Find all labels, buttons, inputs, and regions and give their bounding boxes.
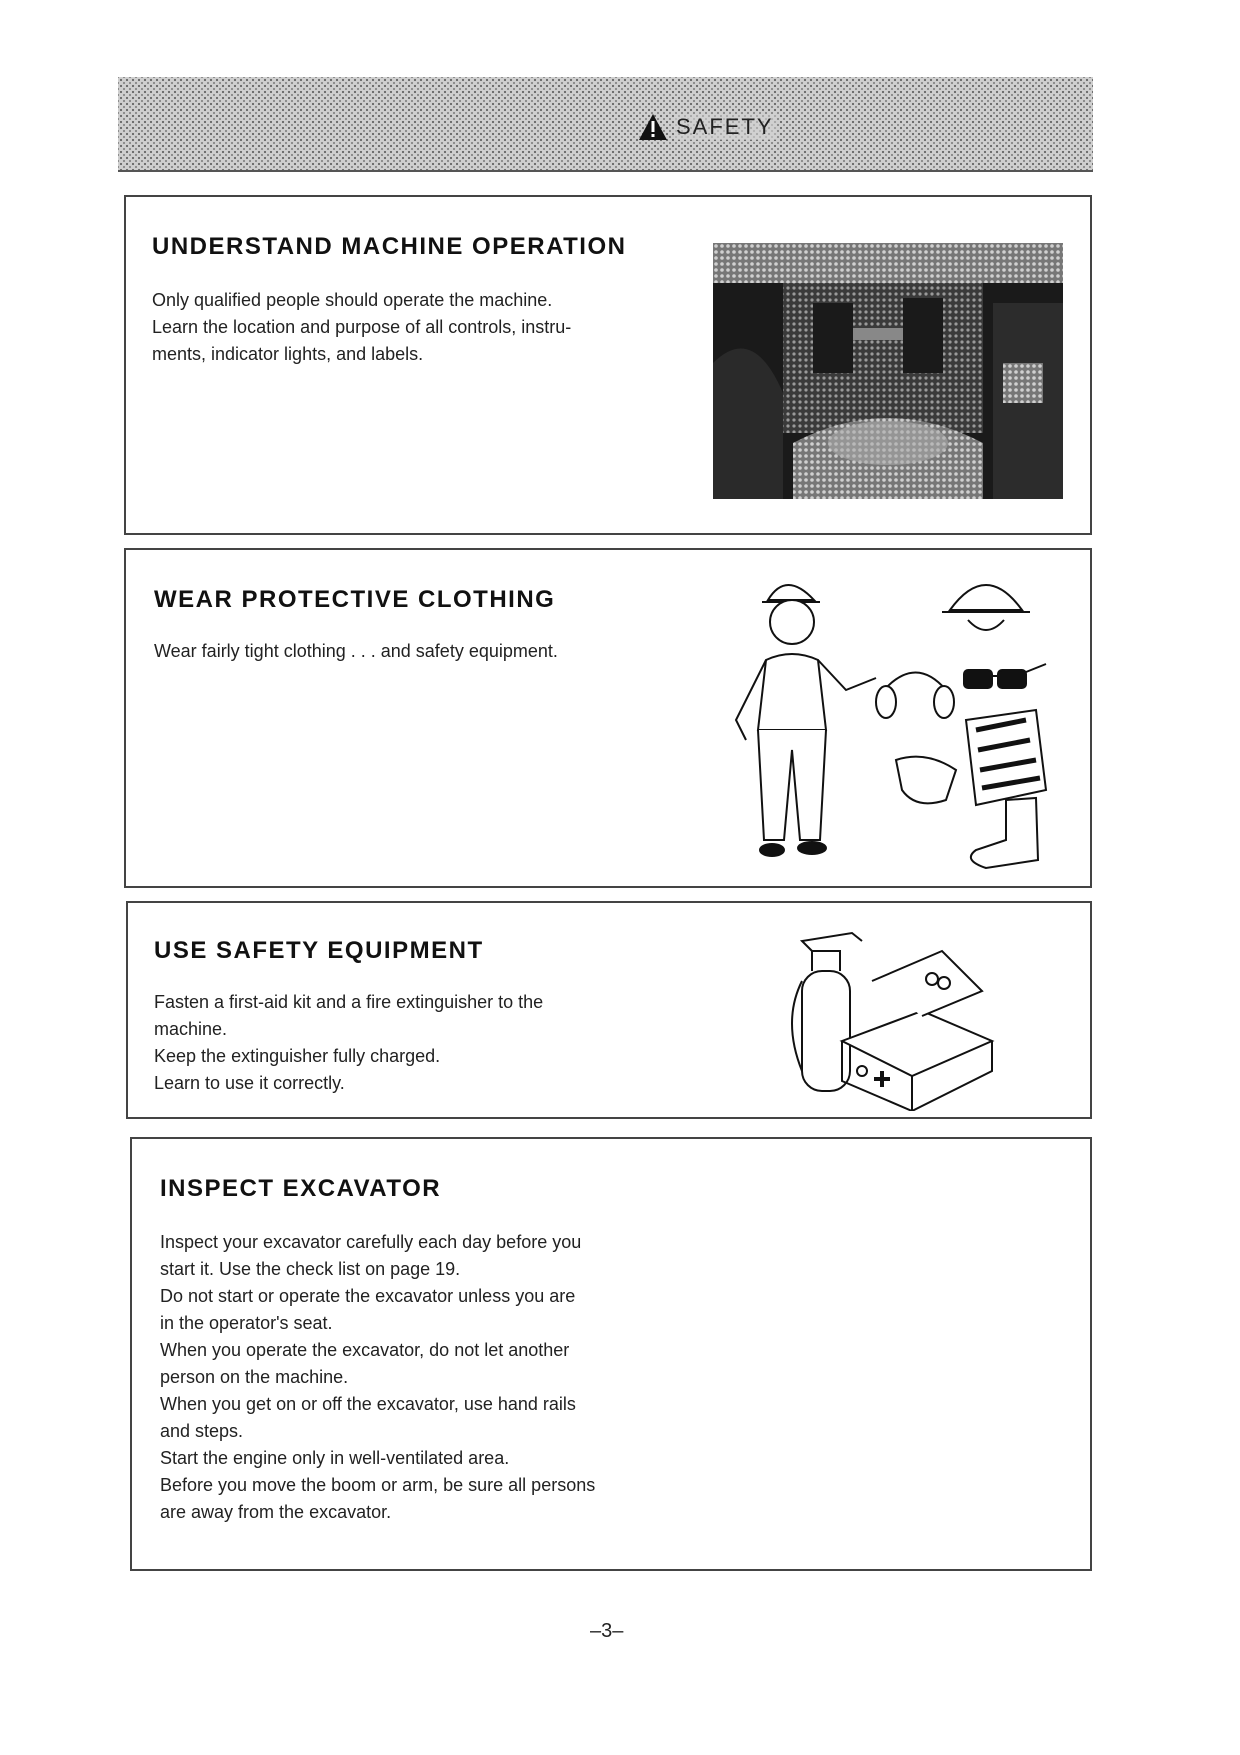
body-line: Inspect your excavator carefully each day before you [160, 1232, 582, 1252]
body-line: When you operate the excavator, do not let another [160, 1340, 570, 1360]
section-understand-machine-operation [124, 195, 1092, 535]
body-line: Start the engine only in well-ventilated area. [160, 1448, 510, 1468]
body-line: Learn the location and purpose of all controls, instru- [152, 317, 572, 337]
body-line: Before you move the boom or arm, be sure all persons [160, 1475, 596, 1495]
section-body [154, 638, 714, 665]
operator-cab-photo [713, 243, 1063, 499]
body-line: Do not start or operate the excavator unless you are [160, 1286, 576, 1306]
body-line: Wear fairly tight clothing . . . and safety equipment. [154, 641, 558, 661]
banner-title [638, 113, 776, 141]
warning-triangle-icon [638, 113, 668, 141]
banner-title-text: SAFETY [676, 114, 774, 139]
body-line: machine. [154, 1019, 228, 1039]
body-line: in the operator's seat. [160, 1313, 333, 1333]
section-title: USE SAFETY EQUIPMENT [154, 937, 484, 964]
body-line: are away from the excavator. [160, 1502, 392, 1522]
body-line: Learn to use it correctly. [154, 1073, 345, 1093]
protective-clothing-illustration [706, 560, 1076, 878]
extinguisher-and-first-aid-kit-illustration [782, 921, 1002, 1111]
body-line: and steps. [160, 1421, 244, 1441]
page-number: –3– [590, 1620, 624, 1642]
body-line: start it. Use the check list on page 19. [160, 1259, 461, 1279]
body-line: person on the machine. [160, 1367, 349, 1387]
body-line: Only qualified people should operate the machine. [152, 290, 553, 310]
section-body [160, 1229, 700, 1526]
body-line: ments, indicator lights, and labels. [152, 344, 424, 364]
body-line: When you get on or off the excavator, use hand rails [160, 1394, 576, 1414]
section-title: UNDERSTAND MACHINE OPERATION [152, 233, 627, 260]
body-line: Fasten a first-aid kit and a fire extinguisher to the [154, 992, 544, 1012]
section-title: INSPECT EXCAVATOR [160, 1175, 442, 1202]
section-header-banner [118, 77, 1093, 172]
section-body [152, 287, 712, 368]
section-use-safety-equipment [126, 901, 1092, 1119]
section-title: WEAR PROTECTIVE CLOTHING [154, 586, 556, 613]
section-body [154, 989, 684, 1097]
section-wear-protective-clothing [124, 548, 1092, 888]
section-inspect-excavator [130, 1137, 1092, 1571]
body-line: Keep the extinguisher fully charged. [154, 1046, 441, 1066]
